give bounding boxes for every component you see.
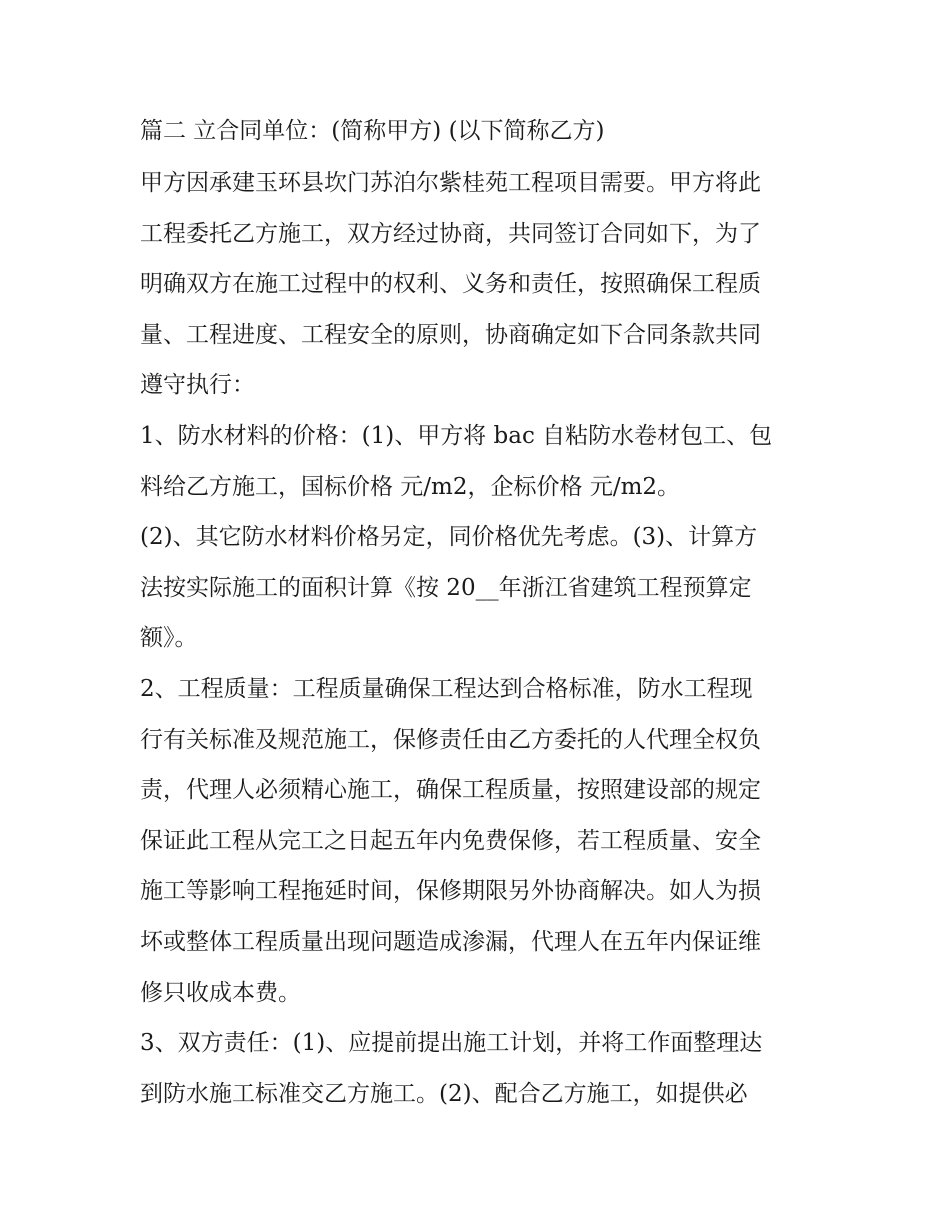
body-line: 工程委托乙方施工，双方经过协商，共同签订合同如下，为了 (140, 220, 761, 247)
body-line: 明确双方在施工过程中的权利、义务和责任，按照确保工程质 (140, 271, 761, 298)
clause-1-line: 额》。 (140, 625, 198, 652)
document-body (140, 108, 830, 1119)
body-line: 量、工程进度、工程安全的原则，协商确定如下合同条款共同 (140, 321, 761, 348)
clause-2-line: 保证此工程从完工之日起五年内免费保修，若工程质量、安全 (140, 827, 761, 854)
clause-2-line: 行有关标准及规范施工，保修责任由乙方委托的人代理全权负 (140, 726, 761, 753)
section-heading: 篇二 立合同单位：(简称甲方) (以下简称乙方) (140, 118, 605, 144)
clause-2-line: 责，代理人必须精心施工，确保工程质量，按照建设部的规定 (140, 777, 761, 804)
clause-2-line: 2、工程质量：工程质量确保工程达到合格标准，防水工程现 (140, 675, 753, 702)
body-line: 甲方因承建玉环县坎门苏泊尔紫桂苑工程项目需要。甲方将此 (140, 170, 761, 196)
clause-1-line: 1、防水材料的价格：(1)、甲方将 bac 自粘防水卷材包工、包 (140, 422, 773, 449)
clause-3-line: 3、双方责任：(1)、应提前提出施工计划，并将工作面整理达 (140, 1030, 763, 1057)
clause-2-line: 修只收成本费。 (140, 979, 301, 1006)
clause-3-line: 到防水施工标准交乙方施工。(2)、配合乙方施工，如提供必 (140, 1080, 748, 1107)
clause-2-line: 坏或整体工程质量出现问题造成渗漏，代理人在五年内保证维 (140, 928, 761, 955)
clause-1-line: (2)、其它防水材料价格另定，同价格优先考虑。(3)、计算方 (140, 524, 758, 551)
clause-1-line: 法按实际施工的面积计算《按 20__年浙江省建筑工程预算定 (140, 574, 752, 601)
clause-1-line: 料给乙方施工，国标价格 元/m2，企标价格 元/m2。 (140, 473, 681, 500)
clause-2-line: 施工等影响工程拖延时间，保修期限另外协商解决。如人为损 (140, 878, 761, 905)
body-line: 遵守执行： (140, 372, 255, 399)
